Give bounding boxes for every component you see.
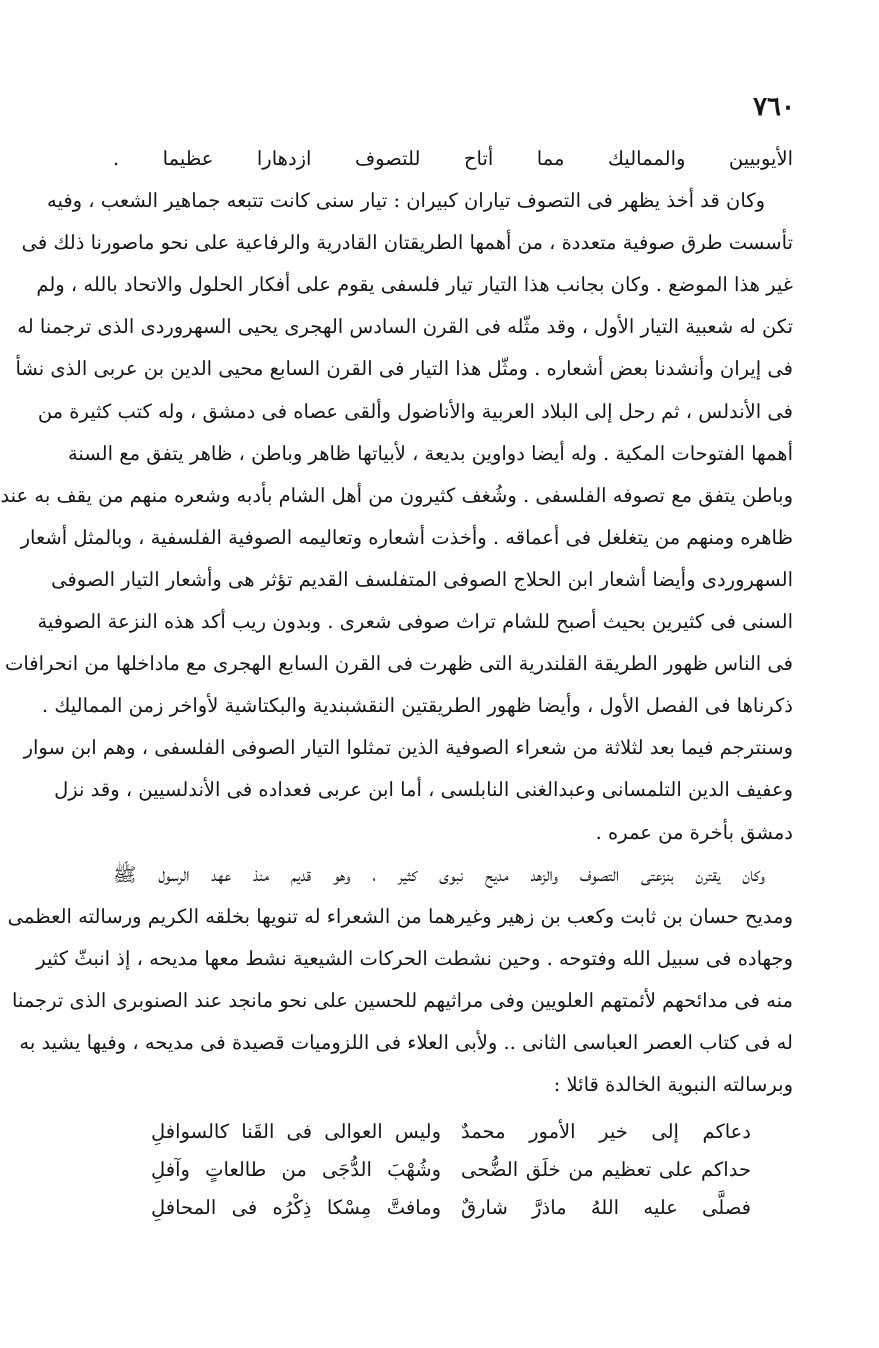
paragraph-line: فى الناس ظهور الطريقة القلندرية التى ظهرت فى القرن السابع الهجرى مع ماداخلها من انحرافات	[4, 652, 793, 676]
paragraph-line: تكن له شعبية التيار الأول ، وقد مثّله فى القرن السادس الهجرى يحيى السهروردى الذى ترجمنا له	[17, 315, 793, 339]
paragraph-line: تأسست طرق صوفية متعددة ، من أهمها الطريقتان القادرية والرفاعية على نحو ماصورنا ذلك فى	[21, 231, 793, 255]
paragraph-line: وجهاده فى سبيل الله وفتوحه . وحين نشطت الحركات الشيعية نشط معها مديحه ، إذ انبثّ كثير	[36, 946, 793, 970]
paragraph-line: غير هذا الموضع . وكان بجانب هذا التيار تيار فلسفى يقوم على أفكار الحلول والاتحاد بالله ، ولم	[36, 273, 793, 297]
paragraph-line: وباطن يتفق مع تصوفه الفلسفى . وشُغف كثيرون من أهل الشام بأدبه وشعره منهم من يقف به عند	[0, 483, 793, 507]
paragraph-line: السهروردى وأيضا أشعار ابن الحلاج الصوفى المتفلسف القديم تؤثر هى وأشعار التيار الصوفى	[51, 567, 793, 591]
verse-second-hemistich: وشُهْبَ الدُّجَى من طالعاتٍ وآفلِ	[151, 1158, 441, 1181]
paragraph-line: وكان قد أخذ يظهر فى التصوف تياران كبيران : تيار سنى كانت تتبعه جماهير الشعب ، وفيه	[47, 189, 765, 213]
paragraph-line: ظاهره ومنهم من يتغلغل فى أعماقه . وأخذت أشعاره وتعاليمه الصوفية الفلسفية ، وبالمثل أشعار	[20, 525, 793, 549]
verse-first-hemistich: حداكم على تعظيم من خلَق الضُّحى	[461, 1158, 751, 1181]
paragraph-line: ذكرناها فى الفصل الأول ، وأيضا ظهور الطريقتين النقشبندية والبكتاشية لأواخر زمن المماليك .	[41, 694, 793, 718]
paragraph-line: وبرسالته النبوية الخالدة قائلا :	[553, 1073, 793, 1097]
paragraph-line: وعفيف الدين التلمسانى وعبدالغنى النابلسى ، أما ابن عربى فعداده فى الأندلسيين ، وقد نزل	[54, 778, 793, 802]
paragraph-line: السنى فى كثيرين بحيث أصبح للشام تراث صوفى شعرى . وبدون ريب أكد هذه النزعة الصوفية	[37, 610, 793, 634]
verse-second-hemistich: ومافتَّ مِسْكا ذِكْرُه فى المحافلِ	[151, 1196, 441, 1219]
verse-first-hemistich: دعاكم إلى خير الأمور محمدٌ	[461, 1120, 751, 1143]
paragraph-line: الأيوبيين والمماليك مما أتاح للتصوف ازدهارا عظيما .	[113, 147, 793, 170]
poem-verse	[151, 1113, 751, 1151]
paragraph-line: منه فى مدائحهم لأئمتهم العلويين وفى مراثيهم للحسين على نحو مانجد عند الصنوبرى الذى ترجمنا	[11, 988, 793, 1012]
body-text	[0, 138, 793, 1106]
paragraph-line: أهمها الفتوحات المكية . وله أيضا دواوين بديعة ، لأبياتها ظاهر وباطن ، ظاهر يتفق مع السنة	[67, 441, 793, 465]
paragraph-line: له فى كتاب العصر العباسى الثانى .. ولأبى العلاء فى اللزوميات قصيدة فى مديحه ، وفيها يشيد به	[19, 1030, 793, 1054]
poem-verse	[151, 1151, 751, 1189]
paragraph-line: ومديح حسان بن ثابت وكعب بن زهير وغيرهما من الشعراء له تنويها بخلقه الكريم ورسالته العظمى	[7, 904, 793, 928]
paragraph-line: وسنترجم فيما بعد لثلاثة من شعراء الصوفية الذين تمثلوا التيار الصوفى الفلسفى ، وهم ابن سوار	[23, 736, 793, 760]
paragraph-line: دمشق بأخرة من عمره .	[595, 820, 793, 844]
verse-first-hemistich: فصلَّى عليه اللهُ ماذرَّ شارقٌ	[461, 1196, 751, 1219]
verse-second-hemistich: وليس العوالى فى القَنا كالسوافلِ	[151, 1120, 441, 1143]
paragraph-line: فى إيران وأنشدنا بعض أشعاره . ومثّل هذا التيار فى القرن السابع محيى الدين بن عربى الذى نشأ	[15, 357, 793, 381]
paragraph-line: وكان يقترن بنزعتى التصوف والزهد مديح نبوى كثير ، وهو قديم منذ عهد الرسول ﷺ	[113, 862, 765, 886]
poem-verse	[151, 1189, 751, 1227]
paragraph-line: فى الأندلس ، ثم رحل إلى البلاد العربية والأناضول وألقى عصاه فى دمشق ، وله كتب كثيرة من	[37, 399, 793, 423]
page-number: ٧٦٠	[753, 92, 795, 122]
poem-verses	[151, 1113, 751, 1227]
